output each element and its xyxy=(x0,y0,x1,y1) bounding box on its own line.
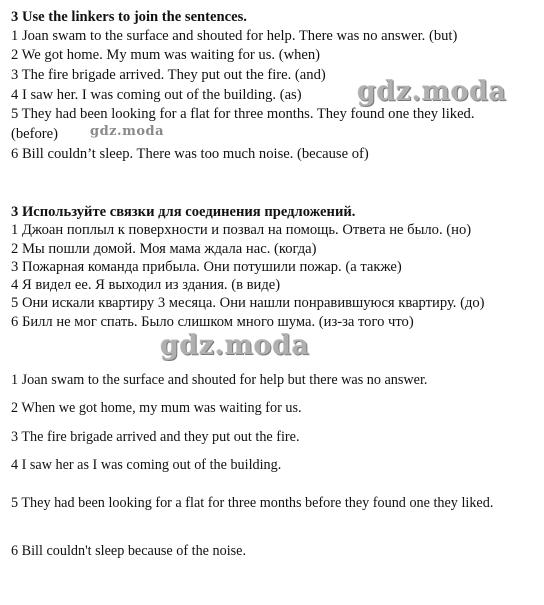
exercise-item-6-ru: 6 Билл не мог спать. Было слишком много шума. (из-за того что) xyxy=(11,314,414,330)
answer-2: 2 When we got home, my mum was waiting for us. xyxy=(11,400,302,416)
exercise-item-1-en: 1 Joan swam to the surface and shouted for help. There was no answer. (but) xyxy=(11,28,458,44)
exercise-item-6-en: 6 Bill couldn’t sleep. There was too much noise. (because of) xyxy=(11,146,369,162)
exercise-item-3-en: 3 The fire brigade arrived. They put out the fire. (and) xyxy=(11,67,326,83)
exercise-item-5-cont-en: (before) xyxy=(11,126,58,142)
exercise-item-1-ru: 1 Джоан поплыл к поверхности и позвал на помощь. Ответа не было. (но) xyxy=(11,222,472,238)
exercise-item-5-ru: 5 Они искали квартиру 3 месяца. Они нашли понравившуюся квартиру. (до) xyxy=(11,295,485,311)
answer-4: 4 I saw her as I was coming out of the building. xyxy=(11,457,282,473)
exercise-item-4-ru: 4 Я видел ее. Я выходил из здания. (в виде) xyxy=(11,277,281,293)
watermark-logo-center: gdz.moda xyxy=(160,330,310,361)
exercise-heading-ru: 3 Используйте связки для соединения предложений. xyxy=(11,204,356,220)
exercise-item-2-en: 2 We got home. My mum was waiting for us. (when) xyxy=(11,47,321,63)
answer-5: 5 They had been looking for a flat for three months before they found one they liked. xyxy=(11,495,494,511)
exercise-item-2-ru: 2 Мы пошли домой. Моя мама ждала нас. (когда) xyxy=(11,241,317,257)
exercise-heading-en: 3 Use the linkers to join the sentences. xyxy=(11,9,247,25)
answer-6: 6 Bill couldn't sleep because of the noise. xyxy=(11,543,247,559)
watermark-logo: gdz.moda xyxy=(357,76,507,107)
answer-3: 3 The fire brigade arrived and they put out the fire. xyxy=(11,429,300,445)
exercise-item-4-en: 4 I saw her. I was coming out of the building. (as) xyxy=(11,87,302,103)
answer-1: 1 Joan swam to the surface and shouted for help but there was no answer. xyxy=(11,372,428,388)
exercise-item-5-en: 5 They had been looking for a flat for three months. They found one they liked. xyxy=(11,106,475,122)
watermark-logo-small: gdz.moda xyxy=(90,124,165,139)
exercise-item-3-ru: 3 Пожарная команда прибыла. Они потушили пожар. (а также) xyxy=(11,259,402,275)
